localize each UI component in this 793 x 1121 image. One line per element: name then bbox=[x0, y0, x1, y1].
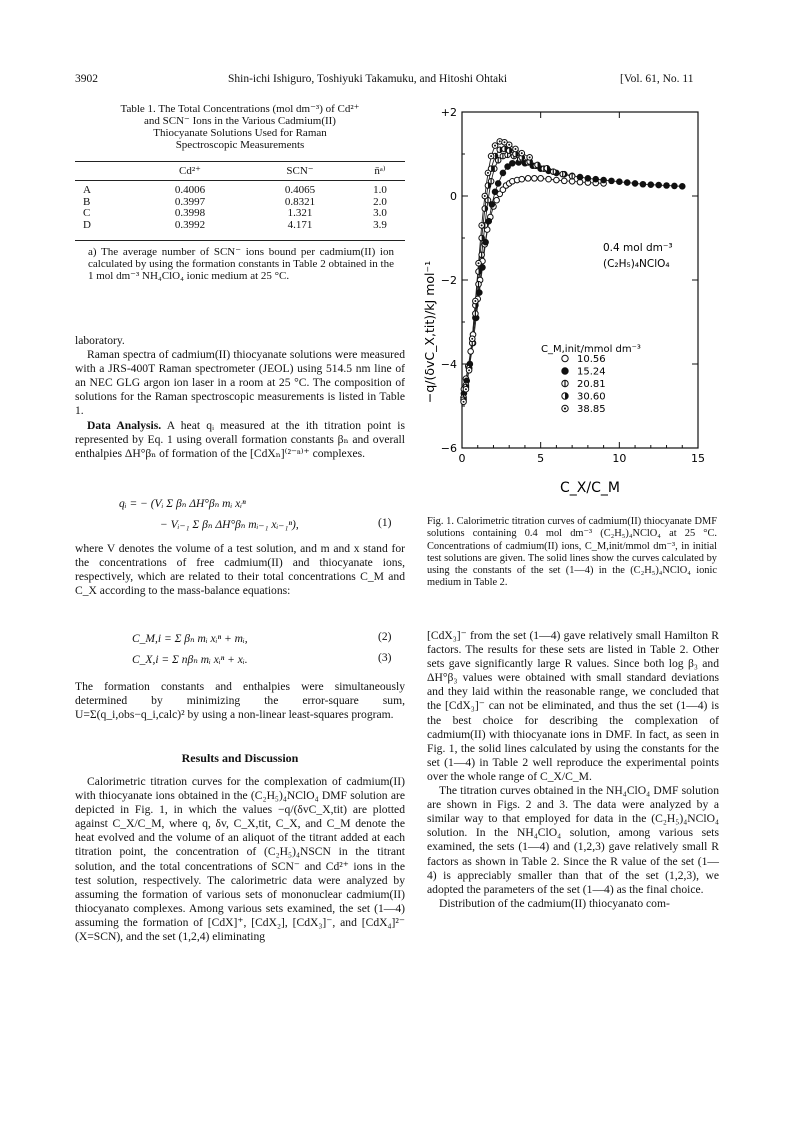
data-point bbox=[461, 399, 467, 405]
y-axis-label: −q/(δvC_X,tit)/kJ mol⁻¹ bbox=[422, 260, 437, 404]
legend-label: 15.24 bbox=[577, 366, 606, 378]
data-point bbox=[532, 176, 538, 182]
legend bbox=[562, 354, 606, 415]
data-point bbox=[488, 153, 494, 159]
data-point bbox=[476, 269, 482, 275]
equation-3-number: (3) bbox=[378, 652, 392, 664]
right-column bbox=[427, 629, 719, 911]
paragraph-text: A heat qᵢ measured at the ith titration point is represented by Eq. 1 using overall formation constants βₙ and overall enthalpies ΔH°βₙ of formation of the [CdXₙ]⁽²⁻ⁿ⁾⁺ complexes. bbox=[75, 418, 405, 460]
table-cell: B bbox=[83, 195, 91, 208]
table-header-row bbox=[75, 162, 405, 180]
data-point bbox=[482, 206, 488, 212]
data-point bbox=[554, 177, 560, 183]
equation-2: C_M,i = Σ βₙ mᵢ xᵢⁿ + mᵢ, bbox=[132, 633, 248, 645]
y-tick-label: −4 bbox=[440, 358, 457, 371]
legend-label: 38.85 bbox=[577, 404, 606, 415]
running-head-volume: [Vol. 61, No. 11 bbox=[620, 73, 694, 85]
table-cell: 0.4065 bbox=[284, 184, 316, 196]
data-point bbox=[546, 176, 552, 182]
table-cell: 0.3997 bbox=[174, 195, 206, 208]
x-tick-label: 5 bbox=[537, 452, 545, 465]
data-point bbox=[466, 368, 472, 374]
table-cell: 3.0 bbox=[373, 207, 387, 219]
data-point bbox=[513, 146, 519, 152]
equation-1-number: (1) bbox=[378, 517, 392, 529]
fitted-curve bbox=[464, 155, 573, 397]
table-cell: 0.3992 bbox=[174, 218, 206, 231]
x-tick-label: 0 bbox=[458, 452, 466, 465]
y-tick-label: 0 bbox=[450, 190, 457, 203]
data-point bbox=[544, 165, 550, 171]
table-row bbox=[75, 185, 405, 197]
table-header-cell: n̄ᵃ⁾ bbox=[374, 165, 386, 177]
equation-2-number: (2) bbox=[378, 631, 392, 643]
table-caption-line: Spectroscopic Measurements bbox=[175, 139, 305, 151]
data-point bbox=[479, 223, 485, 229]
left-column-mid bbox=[75, 542, 405, 598]
legend-label: 20.81 bbox=[577, 379, 606, 390]
data-point bbox=[577, 174, 583, 180]
paragraph: laboratory. bbox=[75, 334, 125, 347]
table-row bbox=[75, 197, 405, 209]
legend-label: 10.56 bbox=[577, 354, 606, 365]
data-points bbox=[461, 139, 685, 405]
running-head-authors: Shin-ichi Ishiguro, Toshiyuki Takamuku, and Hitoshi Ohtaki bbox=[228, 73, 508, 85]
table-cell: 0.4006 bbox=[174, 184, 206, 196]
data-point bbox=[617, 179, 623, 185]
data-point bbox=[473, 298, 479, 304]
x-axis-label: C_X/C_M bbox=[560, 480, 620, 496]
table-bottom-rule bbox=[75, 240, 405, 241]
equation-3: C_X,i = Σ nβₙ mᵢ xᵢⁿ + xᵢ. bbox=[132, 654, 248, 666]
y-tick-label: −6 bbox=[440, 442, 457, 455]
data-point bbox=[492, 143, 498, 149]
table-header-cell bbox=[75, 162, 135, 180]
paragraph: [CdX₃]⁻ from the set (1—4) gave relatively small Hamilton R factors. The results for these sets are listed in Table 2. Other sets gave significantly large R values. Since both log β₃ and ΔH°β₃ values were obtained with small standard deviations and they laid within the reasonable range, we concluded that the [CdX₃]⁻ can not be eliminated, and thus the set (1—4) is the best choice for describing the complexation of cadmium(II) with thiocyanate ions in DMF. In fact, as seen in Fig. 1, the solid lines calculated by using the constants for the set (1—4) in Table 2 well reproduce the experimental points over the whole range of C_X/C_M. bbox=[427, 629, 719, 783]
paragraph: where V denotes the volume of a test solution, and m and x stand for the concentrations of free cadmium(II) and thiocyanate ions, respectively, which are related to their total concentrations C_M and C_X according to the mass-balance equations: bbox=[75, 542, 405, 598]
medium-annotation-line-2: (C₂H₅)₄NClO₄ bbox=[603, 258, 670, 270]
table-cell: 0.8321 bbox=[284, 195, 316, 208]
table-header-cell: SCN⁻ bbox=[286, 165, 314, 177]
data-point bbox=[495, 181, 501, 187]
data-point bbox=[550, 169, 556, 175]
left-column-p5 bbox=[75, 680, 405, 722]
data-point bbox=[569, 173, 575, 179]
data-point bbox=[560, 171, 566, 177]
data-point bbox=[561, 178, 567, 184]
y-tick-label: −2 bbox=[440, 274, 457, 287]
data-point bbox=[519, 150, 525, 156]
data-point bbox=[632, 181, 638, 187]
table-cell: 1.0 bbox=[373, 184, 387, 196]
table-cell: 1.321 bbox=[287, 207, 313, 219]
equation-1-line-2: − Vᵢ₋₁ Σ βₙ ΔH°βₙ mᵢ₋₁ xᵢ₋₁ⁿ), bbox=[160, 519, 299, 531]
table-cell: 0.3998 bbox=[174, 207, 206, 219]
data-point bbox=[593, 176, 599, 182]
legend-marker bbox=[562, 405, 568, 411]
table-cell: A bbox=[83, 184, 91, 196]
data-point bbox=[506, 142, 512, 148]
paragraph: The titration curves obtained in the NH₄ClO₄ DMF solution are shown in Figs. 2 and 3. The data were analyzed by a similar way to that employed for data in the (C₂H₅)₄NClO₄ solution. In the NH₄ClO₄ solution, among various sets examined, the sets (1—4) and (1,2,3) gave relatively small R factors as shown in Table 2. Since the R value of the set (1—4) is appreciably smaller than that of the set (1,2,3), we adopted the parameters of the set (1—4) as the final choice. bbox=[427, 784, 719, 896]
figure-caption: Fig. 1. Calorimetric titration curves of cadmium(II) thiocyanate DMF solutions containing 0.4 mol dm⁻³ (C₂H₅)₄NClO₄ at 25 °C. Concentrations of cadmium(II) ions, C_M,init/mmol dm⁻³, in initial test solutions are given. The solid lines show the curves calculated by using the constants of the set (1—4) in the (C₂H₅)₄NClO₄ ionic medium in Table 2. bbox=[427, 516, 717, 589]
paragraph bbox=[75, 419, 405, 461]
paragraph: Raman spectra of cadmium(II) thiocyanate solutions were measured with a JRS-400T Raman spectrometer (JEOL) using 514.5 nm line of an NEC GLG argon ion laser in a room at 25 °C. The composition of solutions for the Raman spectroscopic measurements is listed in Table 1. bbox=[75, 348, 405, 418]
data-point bbox=[469, 336, 475, 342]
medium-annotation-line-1: 0.4 mol dm⁻³ bbox=[603, 242, 673, 254]
paragraph-heading: Data Analysis. bbox=[87, 418, 162, 432]
data-point bbox=[510, 160, 516, 166]
table-row bbox=[75, 208, 405, 220]
data-point bbox=[519, 176, 525, 182]
data-point bbox=[664, 183, 670, 189]
data-point bbox=[476, 281, 482, 287]
table-caption-line: Table 1. The Total Concentrations (mol dm⁻³) of Cd²⁺ bbox=[120, 103, 360, 115]
data-point bbox=[494, 197, 500, 203]
data-point bbox=[506, 148, 512, 154]
legend-marker bbox=[562, 368, 568, 374]
left-column-top bbox=[75, 334, 405, 461]
data-point bbox=[538, 176, 544, 182]
data-point bbox=[672, 183, 678, 189]
table-caption bbox=[75, 103, 405, 151]
y-tick-label: +2 bbox=[440, 106, 457, 119]
data-point bbox=[527, 155, 533, 161]
legend-title: C_M,init/mmol dm⁻³ bbox=[541, 344, 641, 355]
x-tick-label: 15 bbox=[691, 452, 705, 465]
data-point bbox=[500, 170, 506, 176]
data-point bbox=[485, 183, 491, 189]
data-point bbox=[648, 182, 654, 188]
data-point bbox=[492, 189, 498, 195]
figure-1-chart bbox=[420, 100, 720, 500]
table-footnote: a) The average number of SCN⁻ ions bound per cadmium(II) ion calculated by using the formation constants in Table 2 obtained in the 1 mol dm⁻³ NH₄ClO₄ ionic medium at 25 °C. bbox=[88, 246, 394, 282]
table-cell: C bbox=[83, 207, 91, 219]
data-point bbox=[609, 178, 615, 184]
data-point bbox=[601, 177, 607, 183]
data-point bbox=[585, 176, 591, 182]
table-cell: 2.0 bbox=[373, 195, 387, 208]
table-caption-line: Thiocyanate Solutions Used for Raman bbox=[153, 127, 327, 139]
data-point bbox=[463, 386, 469, 392]
data-point bbox=[535, 162, 541, 168]
table-cell: 4.171 bbox=[287, 218, 313, 231]
table-1 bbox=[75, 162, 405, 231]
table-cell: 3.9 bbox=[373, 218, 387, 231]
data-point bbox=[479, 235, 485, 241]
data-point bbox=[525, 176, 531, 182]
data-point bbox=[473, 311, 479, 317]
table-header-rule bbox=[75, 180, 405, 181]
data-point bbox=[624, 180, 630, 186]
data-point bbox=[479, 252, 485, 258]
table-cell: D bbox=[83, 218, 91, 231]
data-point bbox=[485, 170, 491, 176]
legend-label: 30.60 bbox=[577, 391, 606, 403]
table-row bbox=[75, 220, 405, 232]
data-point bbox=[468, 349, 474, 355]
legend-marker bbox=[562, 393, 568, 399]
legend-marker bbox=[562, 380, 568, 386]
data-point bbox=[656, 182, 662, 188]
legend-marker bbox=[562, 355, 568, 361]
data-point bbox=[476, 260, 482, 266]
paragraph: The formation constants and enthalpies were simultaneously determined by minimizing the error-square sum, U=Σ(q_i,obs−q_i,calc)² by using a non-linear least-squares program. bbox=[75, 680, 405, 722]
paragraph: Distribution of the cadmium(II) thiocyanato com- bbox=[439, 896, 670, 910]
data-point bbox=[477, 290, 483, 296]
table-caption-line: and SCN⁻ Ions in the Various Cadmium(II) bbox=[144, 115, 336, 127]
data-point bbox=[482, 193, 488, 199]
data-point bbox=[679, 184, 685, 190]
equation-1-line-1: qᵢ = − (Vᵢ Σ βₙ ΔH°βₙ mᵢ xᵢⁿ bbox=[119, 498, 246, 510]
page-number: 3902 bbox=[75, 73, 98, 85]
table-header-cell: Cd²⁺ bbox=[179, 165, 201, 177]
section-heading: Results and Discussion bbox=[181, 751, 299, 765]
data-point bbox=[640, 181, 646, 187]
x-tick-label: 10 bbox=[612, 452, 627, 465]
left-column-bottom bbox=[75, 775, 405, 944]
paragraph: Calorimetric titration curves for the complexation of cadmium(II) with thiocyanate ions obtained in the (C₂H₅)₄NClO₄ DMF solution are depicted in Fig. 1, in which the values −q/(δvC_X,tit) are plotted against C_X/C_M, where q, δv, C_X,tit, C_X, and C_M denote the heat evolved and the volume of an aliquot of the titrant added at each titration point, the concentration of (C₂H₅)₄NSCN in the titrant solution, and the total concentrations of SCN⁻ and Cd²⁺ ions in the test solution, respectively. The calorimetric data were analyzed by assuming the formation of various sets of mononuclear cadmium(II) thiocyanato complexes. Among various sets examined, the set (1—4) assuming the formation of [CdX]⁺, [CdX₂], [CdX₃]⁻, and [CdX₄]²⁻ (X=SCN), and the set (1,2,4) eliminating bbox=[75, 775, 405, 944]
